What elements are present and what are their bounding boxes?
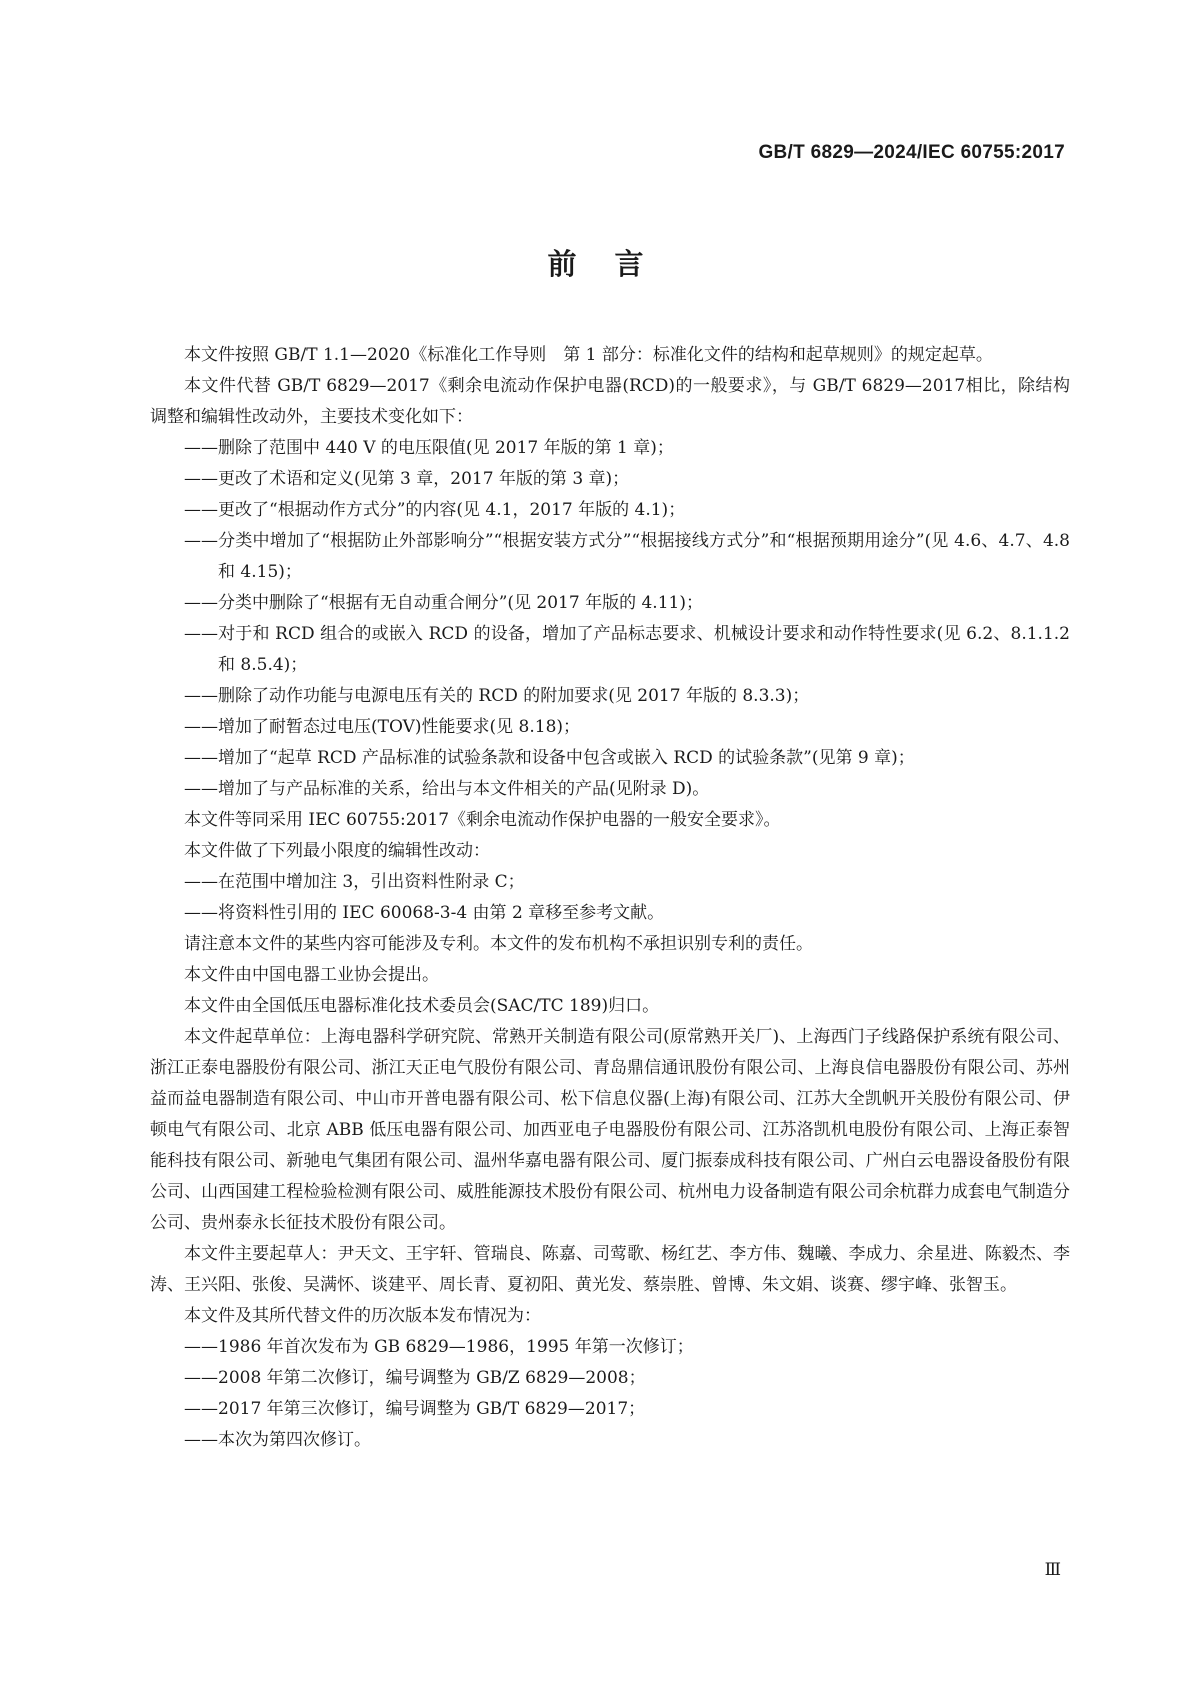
list-item: ——在范围中增加注 3，引出资料性附录 C； bbox=[184, 872, 525, 892]
list-item: ——增加了与产品标准的关系，给出与本文件相关的产品(见附录 D)。 bbox=[184, 779, 710, 799]
list-item: ——对于和 RCD 组合的或嵌入 RCD 的设备，增加了产品标志要求、机械设计要求和动作特性要求(见 6.2、8.1.1.2 和 8.5.4)； bbox=[184, 624, 1070, 675]
page-number: Ⅲ bbox=[1044, 1560, 1061, 1580]
paragraph: 本文件由全国低压电器标准化技术委员会(SAC/TC 189)归口。 bbox=[184, 996, 660, 1016]
paragraph: 本文件代替 GB/T 6829—2017《剩余电流动作保护电器(RCD)的一般要求》，与 GB/T 6829—2017相比，除结构调整和编辑性改动外，主要技术变化如下： bbox=[150, 376, 1070, 427]
paragraph: 本文件按照 GB/T 1.1—2020《标准化工作导则 第 1 部分：标准化文件的结构和起草规则》的规定起草。 bbox=[184, 345, 993, 365]
paragraph: 请注意本文件的某些内容可能涉及专利。本文件的发布机构不承担识别专利的责任。 bbox=[184, 934, 813, 954]
paragraph: 本文件主要起草人：尹天文、王宇轩、管瑞良、陈嘉、司莺歌、杨红艺、李方伟、魏曦、李成力、余星进、陈毅杰、李涛、王兴阳、张俊、吴满怀、谈建平、周长青、夏初阳、黄光发、蔡崇胜、曾博、朱文娟、谈赛、缪宇峰、张智玉。 bbox=[150, 1244, 1070, 1295]
list-item: ——更改了“根据动作方式分”的内容(见 4.1，2017 年版的 4.1)； bbox=[184, 500, 686, 520]
list-item: ——增加了“起草 RCD 产品标准的试验条款和设备中包含或嵌入 RCD 的试验条款”(见第 9 章)； bbox=[184, 748, 915, 768]
list-item: ——分类中删除了“根据有无自动重合闸分”(见 2017 年版的 4.11)； bbox=[184, 593, 703, 613]
paragraph: 本文件及其所代替文件的历次版本发布情况为： bbox=[184, 1306, 541, 1326]
paragraph: 本文件起草单位：上海电器科学研究院、常熟开关制造有限公司(原常熟开关厂)、上海西门子线路保护系统有限公司、浙江正泰电器股份有限公司、浙江天正电气股份有限公司、青岛鼎信通讯股份有限公司、上海良信电器股份有限公司、苏州益而益电器制造有限公司、中山市开普电器有限公司、松下信息仪器(上海)有限公司、江苏大全凯帆开关股份有限公司、伊顿电气有限公司、北京 ABB 低压电器有限公司、加西亚电子电器股份有限公司、江苏洛凯机电股份有限公司、上海正泰智能科技有限公司、新驰电气集团有限公司、温州华嘉电器有限公司、厦门振泰成科技有限公司、广州白云电器设备股份有限公司、山西国建工程检验检测有限公司、威胜能源技术股份有限公司、杭州电力设备制造有限公司余杭群力成套电气制造分公司、贵州泰永长征技术股份有限公司。 bbox=[150, 1027, 1070, 1233]
paragraph: 本文件等同采用 IEC 60755:2017《剩余电流动作保护电器的一般安全要求》。 bbox=[184, 810, 781, 830]
list-item: ——1986 年首次发布为 GB 6829—1986，1995 年第一次修订； bbox=[184, 1337, 694, 1357]
list-item: ——本次为第四次修订。 bbox=[184, 1430, 371, 1450]
list-item: ——2017 年第三次修订，编号调整为 GB/T 6829—2017； bbox=[184, 1399, 646, 1419]
paragraph: 本文件由中国电器工业协会提出。 bbox=[184, 965, 439, 985]
list-item: ——将资料性引用的 IEC 60068-3-4 由第 2 章移至参考文献。 bbox=[184, 903, 665, 923]
list-item: ——删除了范围中 440 V 的电压限值(见 2017 年版的第 1 章)； bbox=[184, 438, 674, 458]
list-item: ——分类中增加了“根据防止外部影响分”“根据安装方式分”“根据接线方式分”和“根据预期用途分”(见 4.6、4.7、4.8 和 4.15)； bbox=[184, 531, 1070, 582]
list-item: ——2008 年第二次修订，编号调整为 GB/Z 6829—2008； bbox=[184, 1368, 646, 1388]
list-item: ——删除了动作功能与电源电压有关的 RCD 的附加要求(见 2017 年版的 8.3.3)； bbox=[184, 686, 810, 706]
foreword-body bbox=[150, 340, 1070, 1456]
paragraph: 本文件做了下列最小限度的编辑性改动： bbox=[184, 841, 490, 861]
list-item: ——更改了术语和定义(见第 3 章，2017 年版的第 3 章)； bbox=[184, 469, 630, 489]
document-code: GB/T 6829—2024/IEC 60755:2017 bbox=[758, 142, 1065, 163]
page-title: 前言 bbox=[547, 247, 682, 281]
list-item: ——增加了耐暂态过电压(TOV)性能要求(见 8.18)； bbox=[184, 717, 581, 737]
